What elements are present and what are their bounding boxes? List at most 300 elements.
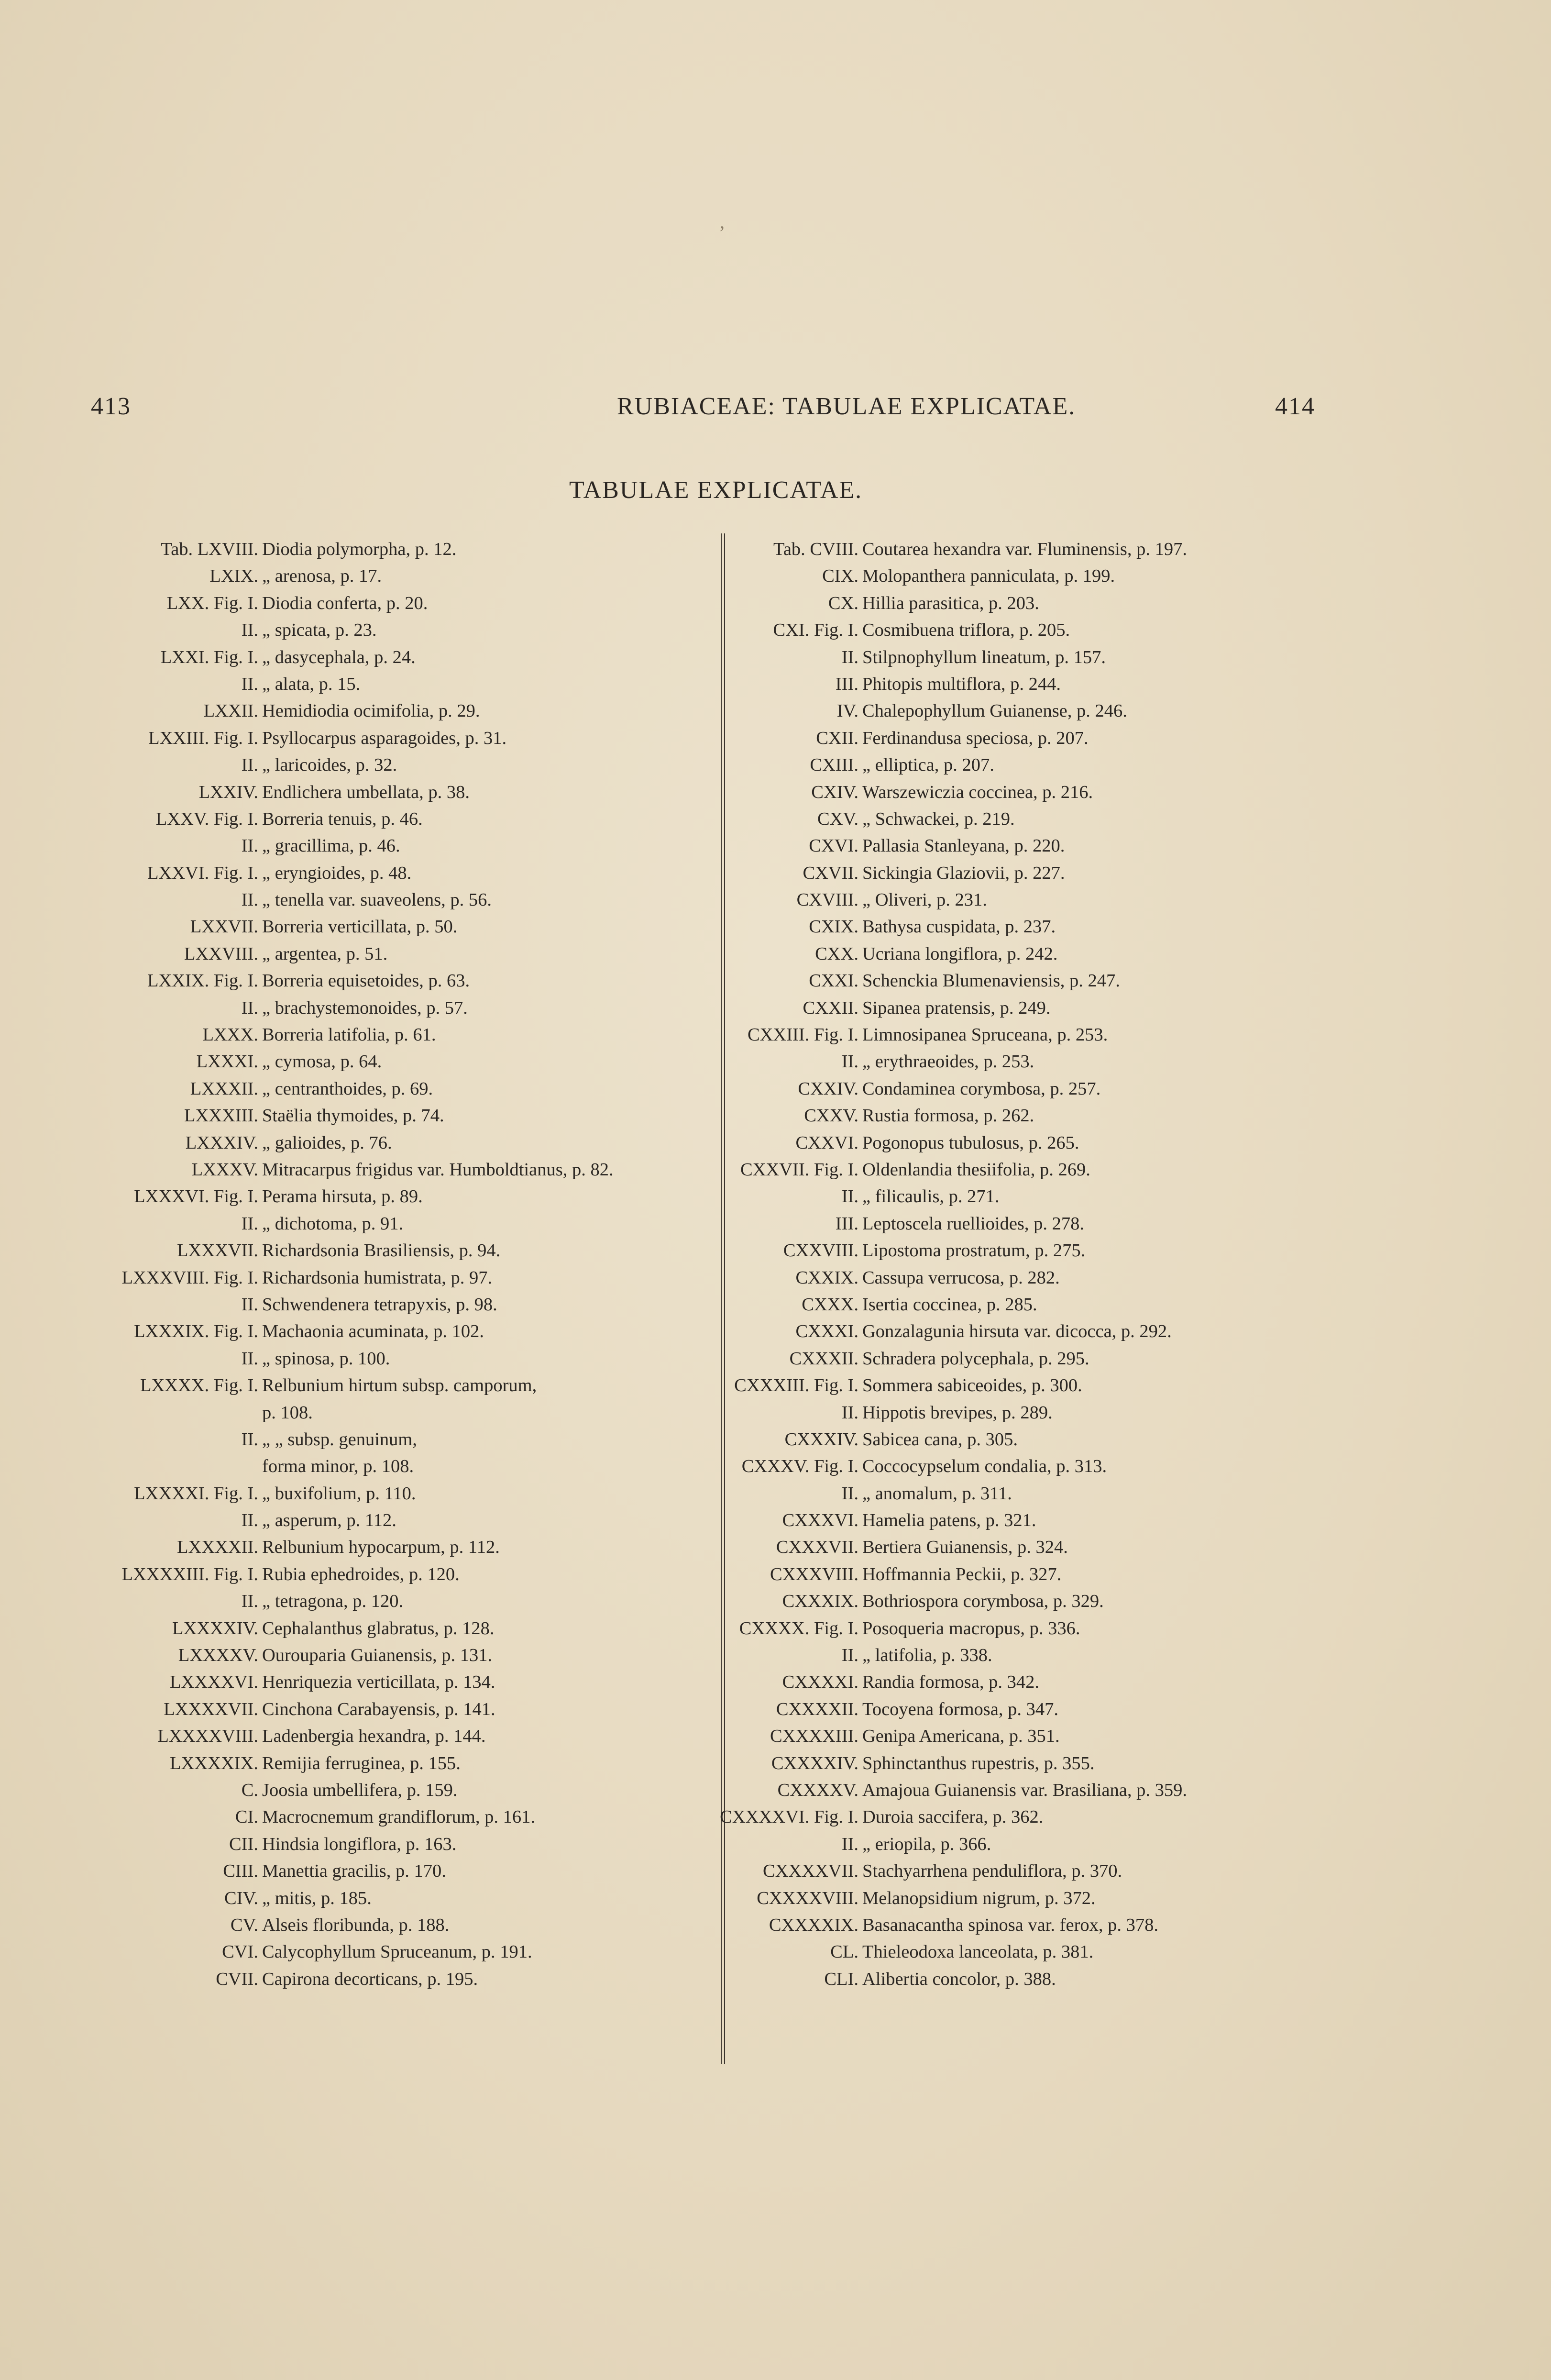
plate-label: LXXXIII. (184, 1106, 258, 1126)
plate-label: CI. (235, 1807, 258, 1827)
plate-entry (115, 886, 693, 913)
plate-description: p. 108. (262, 1402, 313, 1423)
plate-description: Lipostoma prostratum, p. 275. (862, 1240, 1086, 1261)
plate-description: Cassupa verrucosa, p. 282. (862, 1267, 1060, 1288)
plate-description: Amajoua Guianensis var. Brasiliana, p. 359. (862, 1780, 1187, 1800)
plate-description: Relbunium hirtum subsp. camporum, (262, 1375, 537, 1396)
plate-entry (753, 563, 1327, 589)
plate-entry (753, 832, 1327, 859)
plate-description: Sickingia Glaziovii, p. 227. (862, 863, 1065, 883)
plate-label: CXXXIV. (784, 1429, 858, 1450)
plate-entry (115, 967, 693, 994)
plate-description: Pallasia Stanleyana, p. 220. (862, 836, 1065, 856)
plate-label: LXXXXIX. (170, 1753, 258, 1773)
plate-entry (753, 1210, 1327, 1237)
plate-label: LXXIV. (198, 782, 258, 802)
plate-entry (115, 671, 693, 697)
plate-description: Hillia parasitica, p. 203. (862, 593, 1039, 613)
plate-label: LXXV. Fig. I. (155, 808, 258, 829)
plate-entry (115, 1318, 693, 1345)
plate-entry (115, 1777, 693, 1804)
plate-label: II. (241, 620, 258, 641)
plate-label: LXXXVII. (177, 1240, 258, 1261)
plate-label: CXXXXIII. (770, 1726, 858, 1747)
plate-entry (115, 806, 693, 832)
plate-label: II. (841, 1834, 858, 1854)
plate-label: LXXXVIII. Fig. I. (121, 1267, 258, 1288)
plate-description: „ arenosa, p. 17. (262, 566, 382, 587)
plate-label: LXXIX. Fig. I. (147, 971, 258, 991)
plate-label: CXXXXV. (777, 1780, 858, 1800)
plate-label: CLI. (824, 1969, 858, 1989)
plate-label: CXXVIII. (783, 1240, 858, 1261)
plate-entry (753, 1966, 1327, 1993)
plate-description: Condaminea corymbosa, p. 257. (862, 1078, 1101, 1099)
plate-description: Isertia coccinea, p. 285. (862, 1294, 1037, 1315)
plate-description: Capirona decorticans, p. 195. (262, 1969, 478, 1989)
plate-entry (115, 1912, 693, 1938)
plate-label: II. (241, 1591, 258, 1612)
plate-entry (753, 1480, 1327, 1507)
plate-description: Hoffmannia Peckii, p. 327. (862, 1564, 1062, 1584)
plate-label: CXXXXIX. (769, 1915, 858, 1935)
plate-description: Relbunium hypocarpum, p. 112. (262, 1537, 500, 1558)
plate-description: Alibertia concolor, p. 388. (862, 1969, 1056, 1989)
plate-description: „ argentea, p. 51. (262, 943, 388, 964)
plate-entry (115, 1669, 693, 1695)
plate-entry (753, 590, 1327, 617)
plate-label: LXXXI. (196, 1052, 258, 1072)
plate-description: Diodia polymorpha, p. 12. (262, 539, 457, 559)
section-title: TABULAE EXPLICATAE. (569, 476, 863, 504)
plate-description: „ alata, p. 15. (262, 674, 361, 694)
plate-entry (115, 1291, 693, 1318)
plate-entry (115, 1507, 693, 1534)
plate-label: CXXXVIII. (770, 1564, 858, 1584)
plate-description: Hippotis brevipes, p. 289. (862, 1402, 1053, 1423)
plate-label: LXXXIV. (185, 1132, 258, 1153)
plate-label: CIX. (822, 566, 858, 587)
plate-entry (115, 590, 693, 617)
plate-description: Thieleodoxa lanceolata, p. 381. (862, 1942, 1094, 1962)
plate-label: CXXXX. Fig. I. (739, 1618, 858, 1638)
plate-entry (115, 1885, 693, 1912)
plate-description: Sommera sabiceoides, p. 300. (862, 1375, 1082, 1396)
plate-entry (753, 1588, 1327, 1615)
plate-label: CXXXXVII. (763, 1861, 858, 1882)
plate-entry (753, 886, 1327, 913)
plate-entry (753, 1912, 1327, 1938)
plate-entry (115, 725, 693, 752)
plate-label: CXVII. (803, 863, 858, 883)
plate-label: II. (241, 997, 258, 1018)
plate-description: Perama hirsuta, p. 89. (262, 1186, 423, 1207)
plate-description: Ourouparia Guianensis, p. 131. (262, 1645, 493, 1666)
plate-entry (753, 1858, 1327, 1884)
plate-label: CXXXI. (795, 1321, 858, 1342)
plate-entry (115, 1048, 693, 1075)
plate-entry (753, 779, 1327, 806)
plate-description: Hamelia patens, p. 321. (862, 1510, 1036, 1531)
plate-label: CXXI. (809, 971, 858, 991)
right-column (720, 536, 1327, 1993)
plate-entry (753, 752, 1327, 778)
plate-label: CII. (229, 1834, 258, 1854)
plate-entry (753, 941, 1327, 967)
plate-entry (115, 536, 693, 563)
plate-description: „ „ subsp. genuinum, (262, 1429, 417, 1450)
plate-description: „ tenella var. suaveolens, p. 56. (262, 890, 492, 910)
plate-label: II. (841, 1483, 858, 1504)
plate-label: LXXXII. (190, 1078, 258, 1099)
plate-description: Richardsonia humistrata, p. 97. (262, 1267, 493, 1288)
plate-entry (753, 806, 1327, 832)
plate-description: Diodia conferta, p. 20. (262, 593, 428, 613)
plate-entry (115, 1021, 693, 1048)
plate-entry (753, 1750, 1327, 1777)
plate-description: Oldenlandia thesiifolia, p. 269. (862, 1159, 1090, 1180)
plate-label: CXXIV. (798, 1078, 858, 1099)
plate-entry (115, 1399, 693, 1426)
plate-description: Ferdinandusa speciosa, p. 207. (862, 728, 1089, 748)
plate-description: Ucriana longiflora, p. 242. (862, 943, 1058, 964)
plate-label: CXXXIII. Fig. I. (734, 1375, 858, 1396)
plate-entry (753, 860, 1327, 886)
plate-description: „ dichotoma, p. 91. (262, 1213, 404, 1234)
plate-description: Sabicea cana, p. 305. (862, 1429, 1018, 1450)
plate-entry (115, 1102, 693, 1129)
plate-entry (115, 1642, 693, 1669)
plate-description: „ cymosa, p. 64. (262, 1052, 382, 1072)
plate-entry (115, 1966, 693, 1993)
plate-label: LXXVIII. (184, 943, 258, 964)
plate-label: LXXI. Fig. I. (160, 647, 258, 667)
plate-label: CXXXXI. (782, 1672, 858, 1693)
plate-description: Macrocnemum grandiflorum, p. 161. (262, 1807, 535, 1827)
plate-label: LXXX. (202, 1025, 258, 1045)
plate-description: „ centranthoides, p. 69. (262, 1078, 433, 1099)
plate-entry (115, 1858, 693, 1884)
plate-label: II. (241, 1510, 258, 1531)
plate-entry (753, 1426, 1327, 1453)
plate-description: „ Oliveri, p. 231. (862, 890, 987, 910)
plate-label: CXII. (816, 728, 858, 748)
plate-entry (753, 1669, 1327, 1695)
plate-label: LXXXXVI. (170, 1672, 258, 1693)
plate-description: Sphinctanthus rupestris, p. 355. (862, 1753, 1095, 1773)
plate-description: „ gracillima, p. 46. (262, 836, 400, 856)
plate-label: CXXXII. (789, 1348, 858, 1369)
plate-description: Cinchona Carabayensis, p. 141. (262, 1699, 495, 1719)
plate-entry (753, 967, 1327, 994)
plate-description: Bothriospora corymbosa, p. 329. (862, 1591, 1104, 1612)
plate-description: Limnosipanea Spruceana, p. 253. (862, 1025, 1108, 1045)
plate-description: Chalepophyllum Guianense, p. 246. (862, 701, 1127, 721)
plate-label: CXXVII. Fig. I. (740, 1159, 858, 1180)
plate-label: CXXXXII. (776, 1699, 858, 1719)
plate-description: Schenckia Blumenaviensis, p. 247. (862, 971, 1120, 991)
plate-description: Basanacantha spinosa var. ferox, p. 378. (862, 1915, 1159, 1935)
plate-entry (753, 1183, 1327, 1210)
plate-entry (753, 617, 1327, 643)
plate-entry (115, 644, 693, 671)
left-column (115, 536, 693, 1993)
plate-entry (115, 1804, 693, 1830)
plate-entry (115, 860, 693, 886)
page-number-left: 413 (91, 393, 131, 420)
plate-description: Rustia formosa, p. 262. (862, 1106, 1034, 1126)
plate-entry (753, 1291, 1327, 1318)
plate-entry (753, 644, 1327, 671)
plate-label: CXVIII. (796, 890, 858, 910)
plate-label: CV. (230, 1915, 258, 1935)
plate-entry (753, 1237, 1327, 1264)
plate-entry (115, 1210, 693, 1237)
plate-description: „ elliptica, p. 207. (862, 755, 994, 775)
plate-description: Alseis floribunda, p. 188. (262, 1915, 450, 1935)
plate-entry (115, 832, 693, 859)
plate-description: „ spicata, p. 23. (262, 620, 377, 641)
plate-description: „ Schwackei, p. 219. (862, 808, 1015, 829)
plate-label: CXXXIX. (782, 1591, 858, 1612)
plate-entry (753, 1264, 1327, 1291)
plate-label: CXXV. (804, 1106, 858, 1126)
plate-label: LXXXIX. Fig. I. (134, 1321, 258, 1342)
plate-label: CXXXVI. (782, 1510, 858, 1531)
column-divider (721, 533, 722, 2064)
plate-label: CXIX. (809, 917, 858, 937)
plate-description: „ eryngioides, p. 48. (262, 863, 412, 883)
plate-label: LXXXXII. (177, 1537, 258, 1558)
plate-description: Manettia gracilis, p. 170. (262, 1861, 446, 1882)
plate-label: CXI. Fig. I. (773, 620, 858, 641)
plate-description: „ erythraeoides, p. 253. (862, 1052, 1034, 1072)
plate-label: CXIII. (810, 755, 858, 775)
plate-entry (115, 1615, 693, 1642)
plate-label: II. (241, 755, 258, 775)
plate-entry (753, 913, 1327, 940)
plate-description: Genipa Americana, p. 351. (862, 1726, 1060, 1747)
plate-entry (753, 1696, 1327, 1723)
plate-label: IV. (836, 701, 858, 721)
plate-entry (753, 1561, 1327, 1588)
plate-label: LXXXV. (191, 1159, 258, 1180)
plate-description: forma minor, p. 108. (262, 1456, 414, 1477)
plate-description: Coutarea hexandra var. Fluminensis, p. 197. (862, 539, 1187, 559)
plate-description: „ laricoides, p. 32. (262, 755, 397, 775)
plate-label: II. (841, 647, 858, 667)
plate-label: CVI. (222, 1942, 258, 1962)
plate-entry (115, 779, 693, 806)
plate-entry (115, 752, 693, 778)
plate-entry (753, 1345, 1327, 1372)
plate-description: „ tetragona, p. 120. (262, 1591, 404, 1612)
plate-entry (753, 697, 1327, 724)
plate-label: III. (835, 674, 858, 694)
plate-label: II. (841, 1052, 858, 1072)
plate-description: Hindsia longiflora, p. 163. (262, 1834, 457, 1854)
plate-entry (734, 1372, 1327, 1399)
plate-label: CXXIII. Fig. I. (747, 1025, 858, 1045)
plate-label: Tab. LXVIII. (161, 539, 258, 559)
plate-description: „ asperum, p. 112. (262, 1510, 396, 1531)
plate-description: Richardsonia Brasiliensis, p. 94. (262, 1240, 501, 1261)
plate-description: Tocoyena formosa, p. 347. (862, 1699, 1059, 1719)
plate-entry (753, 1399, 1327, 1426)
plate-entry (753, 1534, 1327, 1561)
plate-description: Borreria equisetoides, p. 63. (262, 971, 470, 991)
plate-label: CIV. (224, 1888, 258, 1908)
plate-label: II. (841, 1645, 858, 1666)
plate-label: LXXII. (203, 701, 258, 721)
plate-description: „ latifolia, p. 338. (862, 1645, 992, 1666)
plate-label: CXXVI. (795, 1132, 858, 1153)
plate-entry (753, 1642, 1327, 1669)
plate-description: Schradera polycephala, p. 295. (862, 1348, 1089, 1369)
plate-description: „ dasycephala, p. 24. (262, 647, 416, 667)
plate-label: LXIX. (209, 566, 258, 587)
plate-entry (753, 1777, 1327, 1804)
plate-description: „ buxifolium, p. 110. (262, 1483, 416, 1504)
plate-label: II. (241, 1348, 258, 1369)
plate-entry (115, 1750, 693, 1777)
plate-label: LXXXXVII. (164, 1699, 258, 1719)
plate-entry (115, 995, 693, 1021)
plate-description: Joosia umbellifera, p. 159. (262, 1780, 458, 1800)
plate-entry (753, 1075, 1327, 1102)
plate-description: „ brachystemonoides, p. 57. (262, 997, 468, 1018)
plate-description: Pogonopus tubulosus, p. 265. (862, 1132, 1079, 1153)
running-title: RUBIACEAE: TABULAE EXPLICATAE. (617, 393, 1076, 420)
plate-entry (115, 1480, 693, 1507)
plate-description: Gonzalagunia hirsuta var. dicocca, p. 292. (862, 1321, 1172, 1342)
plate-label: LXXXXI. Fig. I. (134, 1483, 258, 1504)
plate-entry (753, 1885, 1327, 1912)
plate-description: Borreria latifolia, p. 61. (262, 1025, 436, 1045)
plate-entry (115, 1183, 693, 1210)
plate-description: Warszewiczia coccinea, p. 216. (862, 782, 1093, 802)
plate-description: Schwendenera tetrapyxis, p. 98. (262, 1294, 497, 1315)
plate-description: Stachyarrhena penduliflora, p. 370. (862, 1861, 1122, 1882)
plate-description: Coccocypselum condalia, p. 313. (862, 1456, 1107, 1477)
plate-description: Bertiera Guianensis, p. 324. (862, 1537, 1068, 1558)
plate-entry (740, 1156, 1327, 1183)
plate-entry (747, 1021, 1327, 1048)
plate-entry (753, 671, 1327, 697)
plate-entry (115, 1426, 693, 1453)
plate-description: „ anomalum, p. 311. (862, 1483, 1012, 1504)
plate-label: CVII. (216, 1969, 258, 1989)
plate-entry (115, 1264, 693, 1291)
page-number-right: 414 (1275, 393, 1315, 420)
plate-entry (115, 1534, 693, 1561)
plate-label: LXXXXIV. (172, 1618, 258, 1638)
plate-label: Tab. CVIII. (773, 539, 858, 559)
plate-entry (753, 1129, 1327, 1156)
plate-entry (115, 1588, 693, 1615)
plate-description: Mitracarpus frigidus var. Humboldtianus, p. 82. (262, 1159, 614, 1180)
plate-label: II. (241, 1429, 258, 1450)
plate-description: Melanopsidium nigrum, p. 372. (862, 1888, 1096, 1908)
plate-description: Henriquezia verticillata, p. 134. (262, 1672, 495, 1693)
plate-label: CXXII. (803, 997, 858, 1018)
plate-entry (115, 617, 693, 643)
plate-description: Psyllocarpus asparagoides, p. 31. (262, 728, 507, 748)
plate-label: CXV. (817, 808, 858, 829)
plate-label: LXXXXV. (178, 1645, 258, 1666)
plate-label: CIII. (223, 1861, 258, 1882)
plate-description: Cosmibuena triflora, p. 205. (862, 620, 1070, 641)
plate-label: II. (841, 1402, 858, 1423)
plate-description: Borreria verticillata, p. 50. (262, 917, 458, 937)
plate-description: Rubia ephedroides, p. 120. (262, 1564, 460, 1584)
plate-description: „ spinosa, p. 100. (262, 1348, 390, 1369)
plate-label: LXXIII. Fig. I. (148, 728, 258, 748)
plate-description: Molopanthera panniculata, p. 199. (862, 566, 1115, 587)
plate-entry (115, 1075, 693, 1102)
plate-entry (115, 1831, 693, 1858)
plate-description: Sipanea pratensis, p. 249. (862, 997, 1051, 1018)
plate-entry (753, 725, 1327, 752)
plate-entry (753, 995, 1327, 1021)
plate-description: Cephalanthus glabratus, p. 128. (262, 1618, 495, 1638)
plate-description: „ eriopila, p. 366. (862, 1834, 991, 1854)
plate-entry (115, 1156, 693, 1183)
plate-label: CXXXXVIII. (757, 1888, 858, 1908)
plate-description: Randia formosa, p. 342. (862, 1672, 1039, 1693)
plate-label: CXX. (815, 943, 858, 964)
plate-label: II. (241, 836, 258, 856)
plate-label: LXX. Fig. I. (166, 593, 258, 613)
plate-label: II. (241, 674, 258, 694)
plate-description: „ filicaulis, p. 271. (862, 1186, 1000, 1207)
plate-entry (753, 1723, 1327, 1749)
plate-entry (753, 1938, 1327, 1965)
plate-label: II. (241, 890, 258, 910)
plate-entry (753, 536, 1327, 563)
plate-entry (753, 1831, 1327, 1858)
plate-label: CXVI. (809, 836, 858, 856)
plate-label: CXXX. (802, 1294, 858, 1315)
plate-entry (115, 1938, 693, 1965)
plate-description: Bathysa cuspidata, p. 237. (862, 917, 1056, 937)
plate-entry (115, 1345, 693, 1372)
plate-description: Duroia saccifera, p. 362. (862, 1807, 1044, 1827)
plate-description: Posoqueria macropus, p. 336. (862, 1618, 1080, 1638)
plate-description: Staëlia thymoides, p. 74. (262, 1106, 444, 1126)
plate-label: C. (241, 1780, 258, 1800)
plate-entry (720, 1804, 1327, 1830)
plate-entry (115, 1696, 693, 1723)
plate-label: III. (835, 1213, 858, 1234)
plate-entry (739, 1615, 1327, 1642)
plate-label: LXXXXIII. Fig. I. (121, 1564, 258, 1584)
plate-entry (115, 913, 693, 940)
plate-description: Phitopis multiflora, p. 244. (862, 674, 1061, 694)
plate-label: LXXXXVIII. (157, 1726, 258, 1747)
plate-description: Stilpnophyllum lineatum, p. 157. (862, 647, 1106, 667)
plate-description: Calycophyllum Spruceanum, p. 191. (262, 1942, 532, 1962)
plate-label: II. (241, 1213, 258, 1234)
ink-mark: ‚ (719, 211, 726, 232)
plate-label: CXXXV. Fig. I. (741, 1456, 858, 1477)
plate-description: Machaonia acuminata, p. 102. (262, 1321, 484, 1342)
plate-label: CXXXXIV. (771, 1753, 858, 1773)
plate-label: LXXXVI. Fig. I. (134, 1186, 258, 1207)
plate-entry (115, 697, 693, 724)
plate-entry (741, 1453, 1327, 1480)
plate-entry (115, 1372, 693, 1399)
